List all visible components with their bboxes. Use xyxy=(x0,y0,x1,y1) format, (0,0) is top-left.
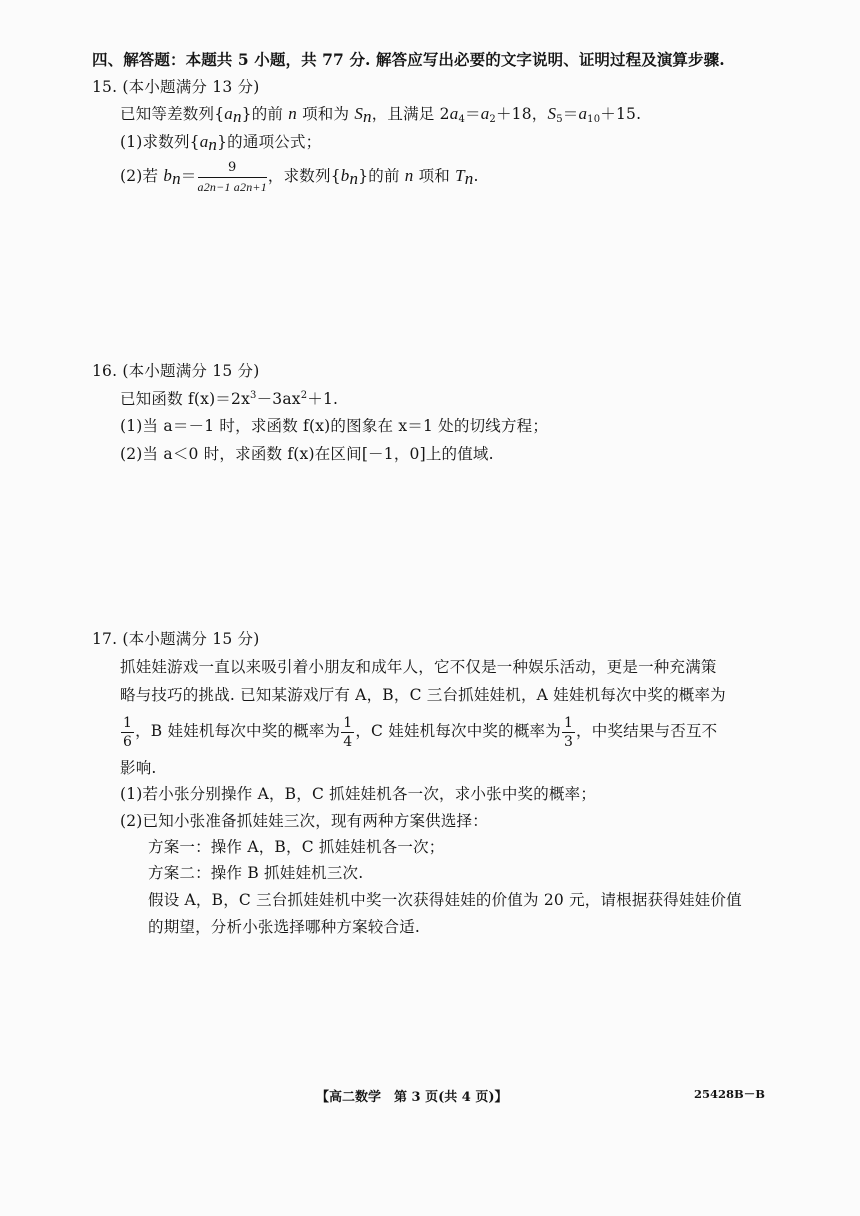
q17-plan2: 方案二：操作 B 抓娃娃机三次. xyxy=(148,864,364,882)
q16-part1: (1)当 a＝－1 时，求函数 f(x)的图象在 x＝1 处的切线方程； xyxy=(120,417,549,435)
q15-fraction: $\frac{9}{a2n-1 a2n+1}$ xyxy=(197,159,267,194)
prob-c-fraction: $\frac{1}{3}$ xyxy=(563,714,574,750)
section-header: 四、解答题：本题共 5 小题，共 77 分. 解答应写出必要的文字说明、证明过程及演算步骤. xyxy=(92,50,725,69)
q17-line2: 略与技巧的挑战. 已知某游戏厅有 A，B，C 三台抓娃娃机，A 娃娃机每次中奖的概率为 xyxy=(120,686,726,704)
q15-part2: (2)若 $b_n=$ $\frac{9}{a2n-1 a2n+1}$ ，求数列$\{b_n\}$的前 n 项和 $T_n$. xyxy=(120,159,479,194)
q17-assumption-line2: 的期望，分析小张选择哪种方案较合适. xyxy=(148,918,421,936)
q15-stem: 已知等差数列$\{a_n\}$的前 n 项和为 $S_n$，且满足 $2a_4=a_2+18$，$S_5=a_{10}+15$. xyxy=(120,104,642,126)
q17-part2: (2)已知小张准备抓娃娃三次，现有两种方案供选择： xyxy=(120,812,488,830)
q17-plan1: 方案一：操作 A，B，C 抓娃娃机各一次； xyxy=(148,838,445,856)
q17-line4: 影响. xyxy=(120,759,157,777)
prob-b-fraction: $\frac{1}{4}$ xyxy=(343,714,353,750)
q17-part1: (1)若小张分别操作 A，B，C 抓娃娃机各一次，求小张中奖的概率； xyxy=(120,785,597,803)
q15-part1: (1)求数列$\{a_n\}$的通项公式； xyxy=(120,132,322,154)
q15-heading: 15. (本小题满分 13 分) xyxy=(92,78,260,96)
q16-part2: (2)当 a＜0 时，求函数 f(x)在区间[－1，0]上的值域. xyxy=(120,445,494,463)
prob-a-fraction: $\frac{1}{6}$ xyxy=(123,714,133,750)
q16-heading: 16. (本小题满分 15 分) xyxy=(92,362,260,380)
q17-line3: $\frac{1}{6}$ ，B 娃娃机每次中奖的概率为 $\frac{1}{4}$ ，C 娃娃机每次中奖的概率为 $\frac{1}{3}$ ，中奖结果与否互不 xyxy=(123,714,718,750)
page-footer-code: 25428B－B xyxy=(694,1087,765,1101)
q17-line1: 抓娃娃游戏一直以来吸引着小朋友和成年人，它不仅是一种娱乐活动，更是一种充满策 xyxy=(120,658,717,676)
page-footer-label: 【高二数学 第 3 页(共 4 页)】 xyxy=(316,1090,508,1105)
q16-stem: 已知函数 $f(x)=2x^3-3ax^2+1$. xyxy=(120,390,339,408)
q17-heading: 17. (本小题满分 15 分) xyxy=(92,630,260,648)
q17-assumption-line1: 假设 A，B，C 三台抓娃娃机中奖一次获得娃娃的价值为 20 元，请根据获得娃娃价值 xyxy=(148,891,742,909)
